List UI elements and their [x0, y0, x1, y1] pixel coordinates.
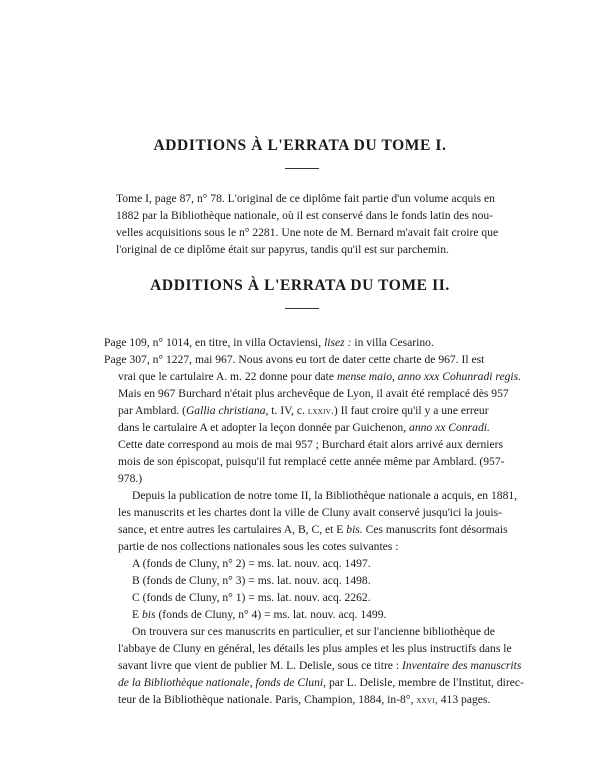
text-run: 413 pages. — [440, 693, 491, 706]
body-line: Mais en 967 Burchard n'était plus archevêque de Lyon, il avait été remplacé dès 957 — [118, 387, 509, 400]
text-run-small-caps: xxvi, — [416, 695, 438, 706]
shelfmark-line: B (fonds de Cluny, n° 3) = ms. lat. nouv. acq. 1498. — [132, 574, 371, 587]
section-title-tome-2: ADDITIONS À L'ERRATA DU TOME II. — [150, 277, 450, 294]
body-line: Tome I, page 87, n° 78. L'original de ce diplôme fait partie d'un volume acquis en — [116, 192, 495, 205]
body-line — [104, 335, 434, 351]
body-line: Cette date correspond au mois de mai 957 ; Burchard était alors arrivé aux derniers — [118, 438, 504, 451]
shelfmark-line: C (fonds de Cluny, n° 1) = ms. lat. nouv. acq. 2262. — [132, 591, 371, 604]
body-line: mois de son épiscopat, puisqu'il fut remplacé cette année même par Amblard. (957- — [118, 455, 505, 468]
text-run: (fonds de Cluny, n° 4) = ms. lat. nouv. acq. 1499. — [158, 608, 387, 621]
body-line — [118, 658, 521, 674]
text-run: dans le cartulaire A et adopter la leçon donnée par Guichenon, — [118, 421, 407, 434]
body-line: 1882 par la Bibliothèque nationale, où il est conservé dans le fonds latin des nou- — [116, 209, 494, 222]
body-line — [118, 369, 521, 385]
body-line: les manuscrits et les chartes dont la ville de Cluny avait conservé jusqu'ici la jouis- — [118, 506, 502, 519]
text-run: Page 109, n° 1014, en titre, in villa Octaviensi, — [104, 336, 322, 349]
body-line: velles acquisitions sous le n° 2281. Une note de M. Bernard m'avait fait croire que — [116, 226, 499, 239]
body-line: 978.) — [118, 472, 143, 485]
text-run: ) Il faut croire qu'il y a une erreur — [333, 404, 489, 417]
text-run-italic: lisez : — [324, 336, 352, 349]
section-divider-1 — [285, 168, 319, 169]
section-title-tome-1: ADDITIONS À L'ERRATA DU TOME I. — [153, 137, 447, 154]
body-line — [118, 675, 524, 691]
body-line — [118, 420, 490, 436]
text-run-italic: bis — [142, 608, 156, 621]
body-line: Depuis la publication de notre tome II, la Bibliothèque nationale a acquis, en 1881, — [132, 489, 518, 502]
body-line: l'abbaye de Cluny en général, les détails les plus amples et les plus instructifs dans le — [118, 642, 512, 655]
text-run: sance, et entre autres les cartulaires A, B, C, et E — [118, 523, 344, 536]
section-divider-2 — [285, 308, 319, 309]
body-line: Page 307, n° 1227, mai 967. Nous avons eu tort de dater cette charte de 967. Il est — [104, 353, 485, 366]
text-run-italic: Inventaire des manuscrits — [401, 659, 522, 672]
text-run-italic: anno xx Conradi. — [409, 421, 490, 434]
text-run: in villa Cesarino. — [354, 336, 434, 349]
text-run: par Amblard. ( — [118, 404, 186, 417]
text-run-italic: Gallia christiana, — [185, 404, 269, 417]
text-run: par L. Delisle, membre de l'Institut, direc- — [328, 676, 524, 689]
body-line: partie de nos collections nationales sous les cotes suivantes : — [118, 540, 399, 553]
body-line: On trouvera sur ces manuscrits en particulier, et sur l'ancienne bibliothèque de — [132, 625, 495, 638]
text-run: Ces manuscrits font désormais — [365, 523, 508, 536]
shelfmark-line: A (fonds de Cluny, n° 2) = ms. lat. nouv. acq. 1497. — [132, 557, 371, 570]
text-run: teur de la Bibliothèque nationale. Paris, Champion, 1884, in-8°, — [118, 693, 414, 706]
text-run: vrai que le cartulaire A. m. 22 donne pour date — [118, 370, 335, 383]
text-run: E — [132, 608, 140, 621]
text-run: savant livre que vient de publier M. L. Delisle, sous ce titre : — [118, 659, 400, 672]
body-line — [118, 522, 508, 538]
text-run-italic: mense maio, anno xxx Cohunradi regis. — [336, 370, 522, 383]
text-run-italic: bis. — [346, 523, 363, 536]
body-line — [118, 692, 490, 709]
shelfmark-line — [132, 607, 386, 623]
text-run-small-caps: lxxiv. — [307, 406, 334, 417]
body-line: l'original de ce diplôme était sur papyrus, tandis qu'il est sur parchemin. — [116, 243, 449, 256]
text-run: t. IV, c. — [271, 404, 305, 417]
body-line — [118, 403, 489, 420]
text-run-italic: de la Bibliothèque nationale, fonds de Cluni, — [118, 676, 327, 689]
